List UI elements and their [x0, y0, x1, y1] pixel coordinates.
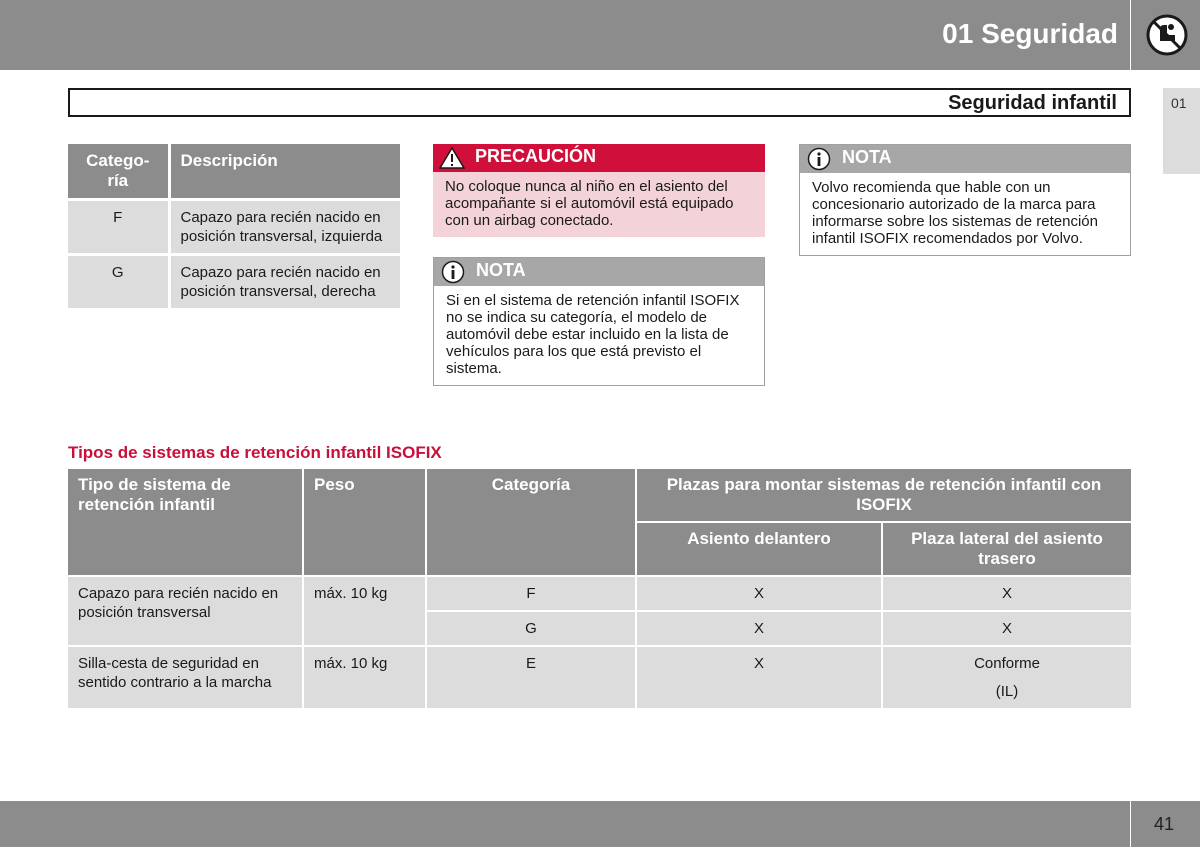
- note-label: NOTA: [476, 260, 526, 280]
- bottom-footer-bar: [0, 801, 1130, 847]
- type-cell: Capazo para recién nacido en posición transversal: [68, 576, 303, 646]
- note-label: NOTA: [842, 147, 892, 167]
- front-cell: X: [636, 611, 882, 646]
- page-number-box: [1131, 801, 1200, 847]
- warning-label: PRECAUCIÓN: [475, 146, 597, 166]
- table-row: [68, 200, 400, 255]
- note-box-isofix: [433, 257, 765, 386]
- weight-column-header: Peso: [303, 468, 426, 576]
- category-cell: F: [426, 576, 636, 611]
- note-header: [800, 145, 1130, 173]
- category-cell: G: [68, 255, 169, 309]
- rear-cell-value: Conforme: [974, 655, 1040, 672]
- section-header: [68, 88, 1131, 117]
- category-cell: G: [426, 611, 636, 646]
- table-row: [68, 576, 1131, 611]
- rear-cell: X: [882, 611, 1131, 646]
- isofix-section-title: Tipos de sistemas de retención infantil ISOFIX: [68, 443, 442, 462]
- chapter-side-tab[interactable]: [1163, 88, 1200, 174]
- note-text: Volvo recomienda que hable con un concesionario autorizado de la marca para informarse sobre los sistemas de retención infantil ISOFIX recomendados por Volvo.: [800, 173, 1130, 255]
- type-column-header: Tipo de sistema de retención infantil: [68, 468, 303, 576]
- category-table-header: [68, 144, 400, 200]
- isofix-table: [68, 467, 1131, 710]
- warning-box: [433, 144, 765, 237]
- info-icon: [440, 260, 466, 284]
- positions-column-header: Plazas para montar sistemas de retención infantil con ISOFIX: [636, 468, 1131, 522]
- category-table: [68, 144, 400, 308]
- table-row: [68, 255, 400, 309]
- category-cell: F: [68, 200, 169, 255]
- category-column-header: Catego- ría: [68, 144, 169, 200]
- note-text: Si en el sistema de retención infantil ISOFIX no se indica su categoría, el modelo de automóvil debe estar incluido en la lista de vehículos para los que está previsto el sistema.: [434, 286, 764, 385]
- description-cell: Capazo para recién nacido en posición transversal, izquierda: [169, 200, 400, 255]
- note-box-dealer: [799, 144, 1131, 256]
- page-number: 41: [1154, 814, 1175, 834]
- front-seat-column-header: Asiento delantero: [636, 522, 882, 576]
- chapter-icon-box: [1131, 0, 1200, 70]
- top-header-bar: [0, 0, 1130, 70]
- rear-seat-column-header: Plaza lateral del asiento trasero: [882, 522, 1131, 576]
- rear-cell: X: [882, 576, 1131, 611]
- front-cell: X: [636, 646, 882, 709]
- description-cell: Capazo para recién nacido en posición transversal, derecha: [169, 255, 400, 309]
- chapter-side-tab-label: 01: [1171, 95, 1187, 111]
- isofix-table-header-row: [68, 468, 1131, 522]
- info-icon: [806, 147, 832, 171]
- warning-header: [433, 144, 765, 172]
- rear-cell: [882, 646, 1131, 709]
- note-header: [434, 258, 764, 286]
- table-row: [68, 646, 1131, 709]
- description-column-header: Descripción: [169, 144, 400, 200]
- child-seat-warning-icon: [1145, 13, 1189, 57]
- warning-triangle-icon: [439, 146, 465, 170]
- weight-cell: máx. 10 kg: [303, 646, 426, 709]
- weight-cell: máx. 10 kg: [303, 576, 426, 646]
- warning-text: No coloque nunca al niño en el asiento del acompañante si el automóvil está equipado con un airbag conectado.: [433, 172, 765, 237]
- type-cell: Silla-cesta de seguridad en sentido contrario a la marcha: [68, 646, 303, 709]
- chapter-title: 01 Seguridad: [942, 18, 1118, 49]
- category-cell: E: [426, 646, 636, 709]
- category-column-header: Categoría: [426, 468, 636, 576]
- section-title: Seguridad infantil: [948, 92, 1117, 114]
- front-cell: X: [636, 576, 882, 611]
- rear-cell-note: (IL): [995, 683, 1019, 700]
